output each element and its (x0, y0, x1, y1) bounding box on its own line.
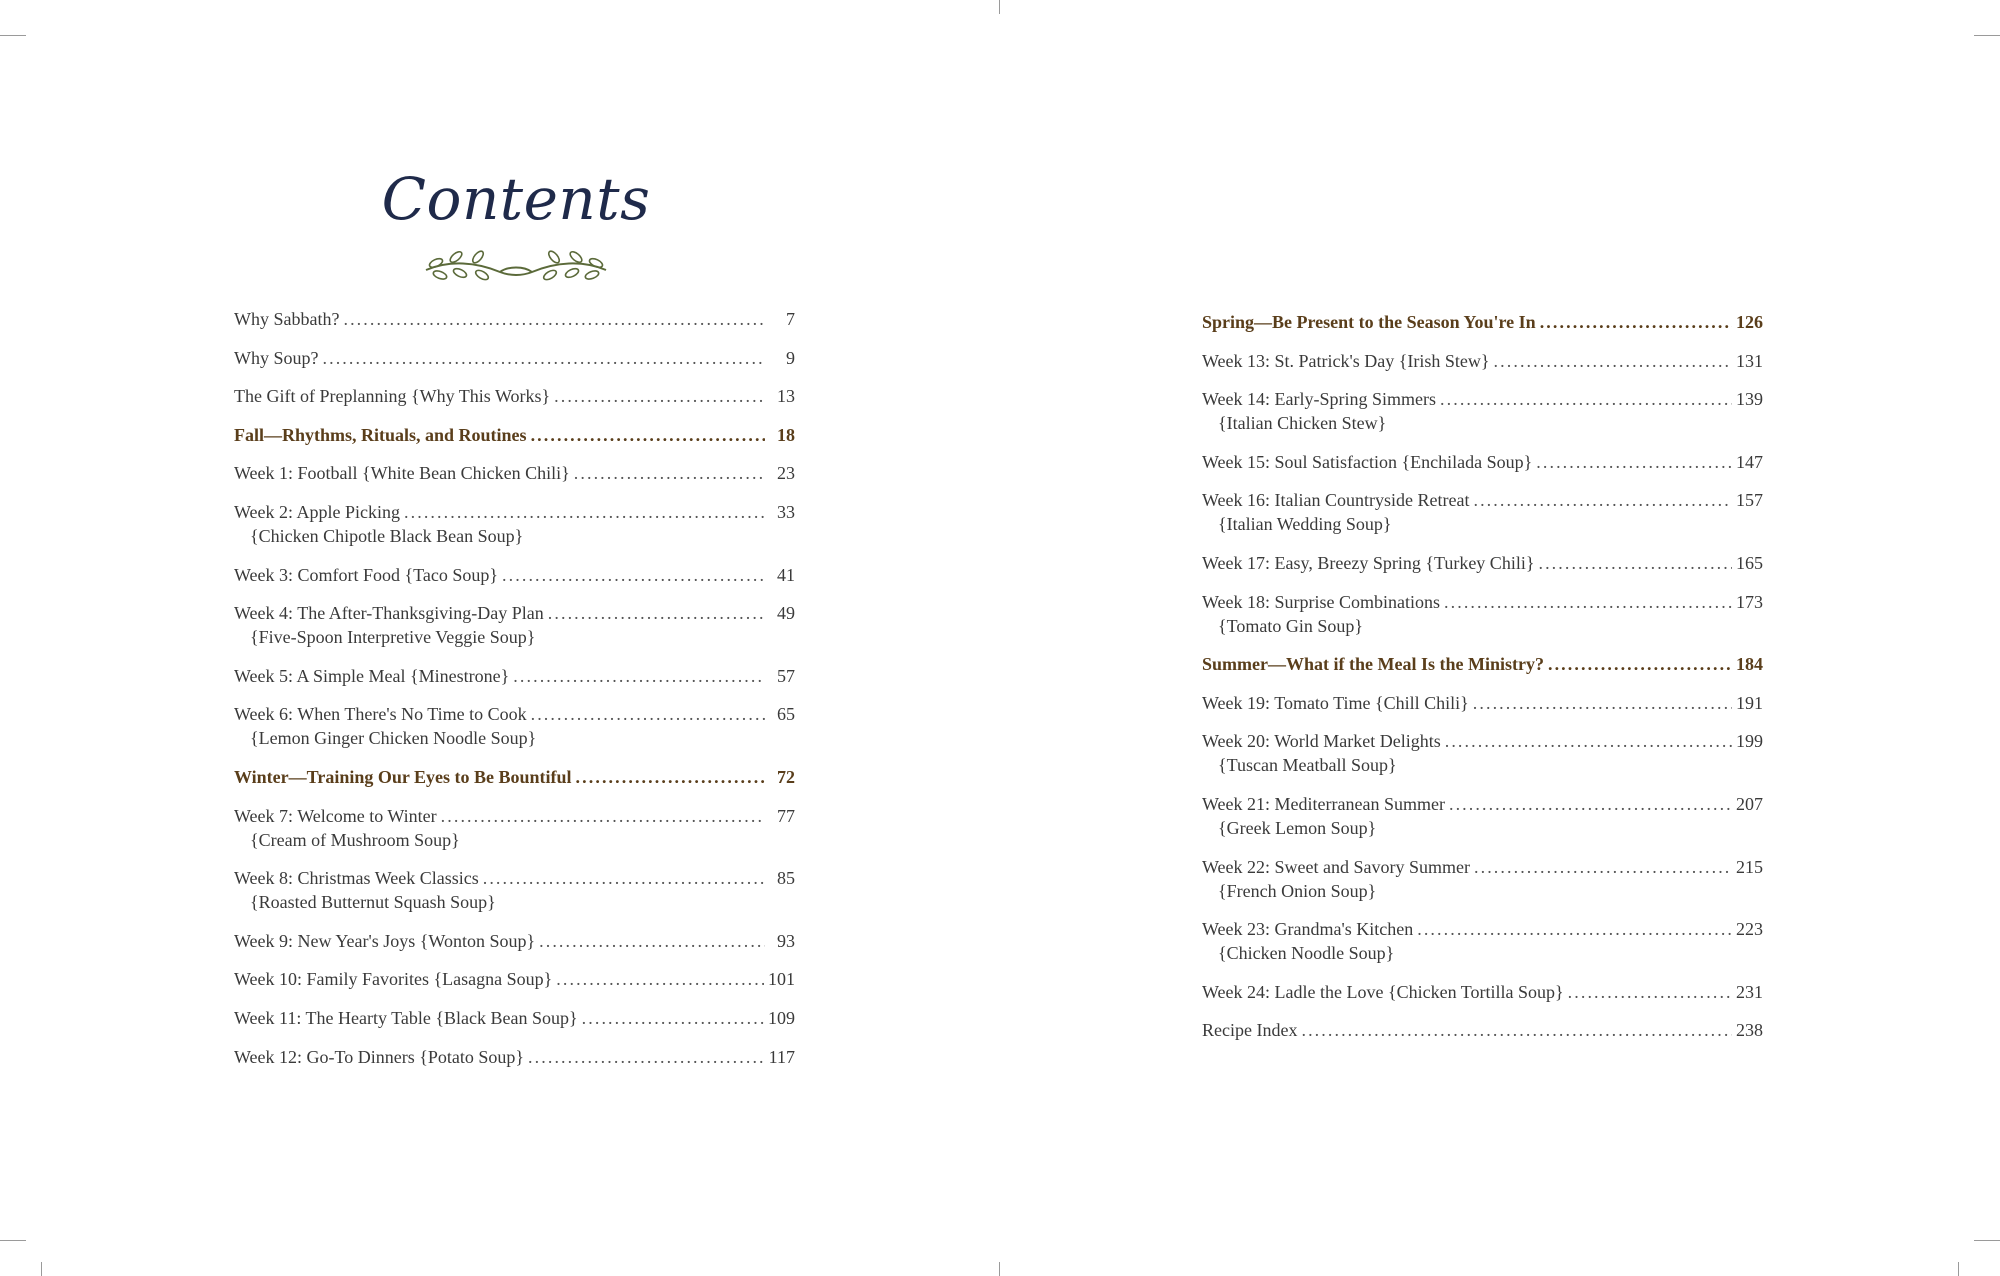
toc-page-number: 65 (777, 704, 795, 725)
toc-page-number: 85 (777, 868, 795, 889)
toc-entry-title: The Gift of Preplanning {Why This Works} (234, 386, 551, 407)
toc-entry-title: Week 2: Apple Picking (234, 501, 401, 522)
toc-entry (234, 461, 795, 485)
laurel-vine-flourish-icon (420, 244, 612, 288)
toc-right-column (1202, 310, 1763, 1057)
toc-entry-row (1202, 792, 1763, 816)
toc-entry (1202, 551, 1763, 575)
toc-entry-subtitle: {Italian Chicken Stew} (1218, 413, 1387, 434)
toc-page-number: 238 (1736, 1020, 1763, 1041)
toc-page-number: 165 (1736, 552, 1763, 573)
toc-page-number: 57 (777, 665, 795, 686)
toc-entry-title: Week 16: Italian Countryside Retreat (1202, 490, 1470, 511)
toc-page-number: 117 (768, 1046, 795, 1067)
toc-entry-row (1202, 980, 1763, 1004)
dot-leader (1440, 387, 1732, 411)
dot-leader (531, 702, 765, 726)
dot-leader (574, 461, 765, 485)
toc-entry-title: Week 4: The After-Thanksgiving-Day Plan (234, 603, 544, 624)
dot-leader (323, 346, 766, 370)
toc-entry-subtitle: {Roasted Butternut Squash Soup} (250, 892, 496, 913)
crop-mark (999, 1262, 1000, 1276)
toc-entry-subtitle: {Lemon Ginger Chicken Noodle Soup} (250, 728, 537, 749)
toc-entry-title: Week 22: Sweet and Savory Summer (1202, 856, 1470, 877)
dot-leader (1548, 652, 1732, 676)
toc-entry-title: Week 15: Soul Satisfaction {Enchilada Soup} (1202, 451, 1533, 472)
dot-leader (1473, 691, 1732, 715)
toc-entry-subtitle: {French Onion Soup} (1218, 880, 1377, 901)
toc-entry-row (1202, 729, 1763, 753)
toc-entry-row (234, 346, 795, 370)
dot-leader (1540, 310, 1732, 334)
toc-entry (234, 664, 795, 688)
toc-page-number: 13 (777, 386, 795, 407)
toc-entry (1202, 1018, 1763, 1042)
toc-page-number: 109 (768, 1007, 795, 1028)
toc-entry-row (1202, 855, 1763, 879)
toc-entry-title: Week 3: Comfort Food {Taco Soup} (234, 564, 499, 585)
toc-page-number: 139 (1736, 389, 1763, 410)
toc-page-number: 157 (1736, 490, 1763, 511)
toc-page-number: 231 (1736, 981, 1763, 1002)
dot-leader (582, 1006, 764, 1030)
toc-entry-row (234, 1045, 795, 1069)
toc-entry-row (234, 804, 795, 828)
toc-entry (234, 967, 795, 991)
toc-entry-row (234, 967, 795, 991)
toc-entry (234, 702, 795, 750)
toc-entry-title: Week 12: Go-To Dinners {Potato Soup} (234, 1046, 525, 1067)
dot-leader (1568, 980, 1732, 1004)
toc-left-column (234, 307, 795, 1083)
toc-entry-title: Week 5: A Simple Meal {Minestrone} (234, 665, 510, 686)
dot-leader (528, 1045, 765, 1069)
toc-entry-title: Week 1: Football {White Bean Chicken Chili} (234, 463, 570, 484)
toc-entry-row (1202, 917, 1763, 941)
toc-page-number: 33 (777, 501, 795, 522)
dot-leader (554, 384, 765, 408)
toc-page-number: 93 (777, 930, 795, 951)
toc-entry-row (234, 929, 795, 953)
dot-leader (576, 765, 765, 789)
dot-leader (343, 307, 765, 331)
dot-leader (556, 967, 764, 991)
dot-leader (441, 804, 765, 828)
toc-entry (1202, 729, 1763, 777)
toc-page-number: 101 (768, 969, 795, 990)
toc-page-number: 184 (1736, 654, 1763, 675)
toc-entry (234, 384, 795, 408)
crop-mark (1974, 1240, 2000, 1241)
crop-mark (0, 35, 26, 36)
dot-leader (1473, 488, 1732, 512)
toc-section-heading (234, 423, 795, 447)
toc-entry (1202, 349, 1763, 373)
toc-page-number: 147 (1736, 451, 1763, 472)
toc-entry-row (234, 601, 795, 625)
toc-entry (234, 307, 795, 331)
dot-leader (404, 500, 765, 524)
toc-entry-row (234, 866, 795, 890)
toc-entry-title: Why Soup? (234, 347, 319, 368)
toc-entry-row (1202, 488, 1763, 512)
toc-entry-subtitle: {Italian Wedding Soup} (1218, 514, 1392, 535)
toc-entry (234, 866, 795, 914)
dot-leader (1445, 729, 1732, 753)
toc-entry-title: Spring—Be Present to the Season You're In (1202, 312, 1536, 332)
toc-section-heading (234, 765, 795, 789)
toc-entry-title: Week 10: Family Favorites {Lasagna Soup} (234, 969, 553, 990)
dot-leader (1474, 855, 1732, 879)
dot-leader (513, 664, 765, 688)
toc-entry-row (234, 461, 795, 485)
toc-entry-title: Week 9: New Year's Joys {Wonton Soup} (234, 930, 536, 951)
toc-entry-title: Week 21: Mediterranean Summer (1202, 793, 1445, 814)
toc-entry-title: Winter—Training Our Eyes to Be Bountiful (234, 766, 572, 787)
toc-entry (234, 804, 795, 852)
toc-page-number: 191 (1736, 692, 1763, 713)
toc-entry-row (1202, 450, 1763, 474)
toc-entry-subtitle: {Chicken Noodle Soup} (1218, 943, 1395, 964)
toc-entry-title: Week 24: Ladle the Love {Chicken Tortilla Soup} (1202, 981, 1564, 1002)
toc-entry-row (234, 702, 795, 726)
toc-entry-row (1202, 551, 1763, 575)
toc-entry-row (234, 307, 795, 331)
dot-leader (1417, 917, 1732, 941)
toc-entry-row (234, 563, 795, 587)
toc-entry-title: Week 6: When There's No Time to Cook (234, 704, 527, 725)
toc-entry-row (1202, 691, 1763, 715)
dot-leader (548, 601, 765, 625)
toc-entry (1202, 792, 1763, 840)
toc-entry-title: Week 23: Grandma's Kitchen (1202, 919, 1414, 940)
dot-leader (502, 563, 765, 587)
crop-mark (999, 0, 1000, 14)
dot-leader (1536, 450, 1732, 474)
toc-page-number: 215 (1736, 856, 1763, 877)
dot-leader (483, 866, 765, 890)
toc-entry (234, 1006, 795, 1030)
toc-page-number: 131 (1736, 350, 1763, 371)
toc-entry (1202, 450, 1763, 474)
toc-section-heading (1202, 310, 1763, 334)
toc-page-number: 41 (777, 564, 795, 585)
toc-page-number: 199 (1736, 731, 1763, 752)
toc-entry (1202, 917, 1763, 965)
toc-page-number: 207 (1736, 793, 1763, 814)
toc-entry (1202, 387, 1763, 435)
dot-leader (1444, 590, 1732, 614)
toc-page-number: 72 (777, 766, 795, 787)
dot-leader (1494, 349, 1732, 373)
toc-entry-title: Week 11: The Hearty Table {Black Bean Soup} (234, 1007, 578, 1028)
toc-page-number: 18 (777, 424, 795, 445)
toc-entry-row (234, 384, 795, 408)
toc-entry-row (1202, 310, 1763, 334)
toc-entry-subtitle: {Tuscan Meatball Soup} (1218, 755, 1397, 776)
toc-entry-row (234, 664, 795, 688)
toc-entry-subtitle: {Cream of Mushroom Soup} (250, 829, 460, 850)
crop-mark (1974, 35, 2000, 36)
toc-entry-subtitle: {Tomato Gin Soup} (1218, 615, 1364, 636)
toc-entry-title: Week 17: Easy, Breezy Spring {Turkey Chili} (1202, 552, 1535, 573)
toc-page-number: 173 (1736, 591, 1763, 612)
toc-entry-title: Recipe Index (1202, 1020, 1298, 1041)
toc-entry-subtitle: {Greek Lemon Soup} (1218, 817, 1377, 838)
toc-entry-row (1202, 387, 1763, 411)
crop-mark (41, 1262, 42, 1276)
toc-entry (1202, 855, 1763, 903)
toc-entry-row (1202, 349, 1763, 373)
toc-entry-title: Week 7: Welcome to Winter (234, 805, 437, 826)
toc-entry (234, 929, 795, 953)
toc-entry-row (1202, 1018, 1763, 1042)
dot-leader (1301, 1018, 1732, 1042)
toc-entry-title: Summer—What if the Meal Is the Ministry? (1202, 654, 1544, 675)
toc-entry-title: Why Sabbath? (234, 309, 340, 329)
toc-entry (234, 601, 795, 649)
crop-mark (0, 1240, 26, 1241)
toc-entry (234, 1045, 795, 1069)
toc-entry (1202, 590, 1763, 638)
toc-entry-row (234, 423, 795, 447)
toc-entry (234, 500, 795, 548)
dot-leader (531, 423, 765, 447)
toc-page-number: 49 (777, 603, 795, 624)
toc-page-number: 223 (1736, 919, 1763, 940)
toc-entry (234, 346, 795, 370)
toc-entry-title: Week 20: World Market Delights (1202, 731, 1441, 752)
toc-entry (234, 563, 795, 587)
toc-entry-row (1202, 590, 1763, 614)
toc-entry-title: Fall—Rhythms, Rituals, and Routines (234, 424, 527, 445)
toc-page-number: 77 (777, 805, 795, 826)
toc-entry (1202, 488, 1763, 536)
toc-entry-title: Week 14: Early-Spring Simmers (1202, 389, 1437, 410)
crop-mark (1958, 1262, 1959, 1276)
toc-entry (1202, 980, 1763, 1004)
toc-page-number: 9 (786, 347, 795, 368)
toc-page-number: 23 (777, 463, 795, 484)
dot-leader (1538, 551, 1732, 575)
toc-entry-subtitle: {Five-Spoon Interpretive Veggie Soup} (250, 627, 536, 648)
toc-entry-row (234, 765, 795, 789)
toc-entry-subtitle: {Chicken Chipotle Black Bean Soup} (250, 525, 524, 546)
toc-entry (1202, 691, 1763, 715)
toc-entry-row (1202, 652, 1763, 676)
toc-entry-title: Week 19: Tomato Time {Chill Chili} (1202, 692, 1469, 713)
toc-entry-title: Week 8: Christmas Week Classics (234, 868, 479, 889)
toc-entry-title: Week 18: Surprise Combinations (1202, 591, 1441, 612)
toc-entry-title: Week 13: St. Patrick's Day {Irish Stew} (1202, 350, 1490, 371)
toc-page-number: 126 (1736, 312, 1763, 332)
toc-entry-row (234, 1006, 795, 1030)
dot-leader (539, 929, 765, 953)
toc-entry-row (234, 500, 795, 524)
toc-page-number: 7 (786, 309, 795, 329)
toc-section-heading (1202, 652, 1763, 676)
page-title: Contents (381, 165, 651, 233)
dot-leader (1449, 792, 1732, 816)
